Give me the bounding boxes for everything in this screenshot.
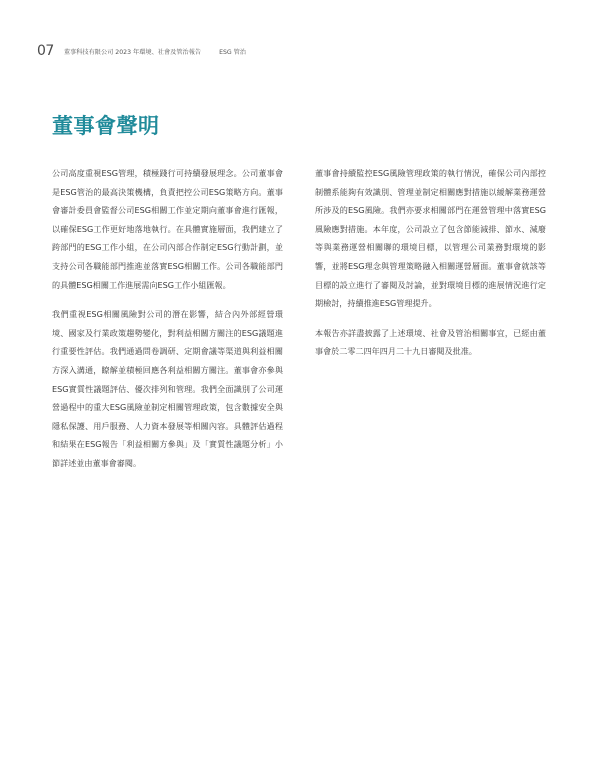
paragraph: 本報告亦詳盡披露了上述環境、社會及管治相關事宜，已經由董事會於二零二四年四月二十九日審閱及批准。: [315, 327, 546, 357]
right-column: [315, 164, 546, 372]
page-title: 董事會聲明: [52, 114, 160, 138]
paragraph: 董事會持續監控ESG風險管理政策的執行情況，確保公司內部控制體系能夠有效識別、管理並制定相關應對措施以緩解業務運營所涉及的ESG風險。我們亦要求相關部門在運營管理中落實ESG風險應對措施。本年度，公司設立了包含節能減排、節水、減廢等與業務運營相關聯的環境目標，以管理公司業務對環境的影響，並將ESG理念與管理策略融入相關運營層面。董事會就該等目標的設立進行了審閱及討論，並對環境目標的進展情況進行定期檢討，持續推進ESG管理提升。: [315, 168, 546, 309]
left-column: [52, 164, 283, 484]
report-title: 董事科技有限公司 2023 年環境、社會及管治報告: [63, 49, 202, 56]
paragraph: 我們重視ESG相關風險對公司的潛在影響，結合內外部經營環境、國家及行業政策趨勢變化，對利益相關方關注的ESG議題進行重要性評估。我們通過問卷調研、定期會議等渠道與利益相關方深入溝通，瞭解並積極回應各利益相關方關注。董事會亦參與ESG實質性議題評估、優次排列和管理。我們全面識別了公司運營過程中的重大ESG風險並制定相關管理政策，包含數據安全與隱私保護、用戶服務、人力資本發展等相關內容。具體評估過程和結果在ESG報告「利益相關方參與」及「實質性議題分析」小節詳述並由董事會審閱。: [52, 309, 283, 468]
page-number: 07: [37, 43, 54, 59]
paragraph: 公司高度重視ESG管理，積極踐行可持續發展理念。公司董事會是ESG管治的最高決策機構，負責把控公司ESG策略方向。董事會審計委員會監督公司ESG相關工作並定期向董事會進行匯報，以確保ESG工作更好地落地執行。在具體實施層面，我們建立了跨部門的ESG工作小組，在公司內部合作制定ESG行動計劃，並支持公司各職能部門推進並落實ESG相關工作。公司各職能部門的具體ESG相關工作進展需向ESG工作小組匯報。: [52, 168, 283, 290]
running-header: [37, 44, 246, 58]
section-label: ESG 管治: [219, 49, 247, 56]
